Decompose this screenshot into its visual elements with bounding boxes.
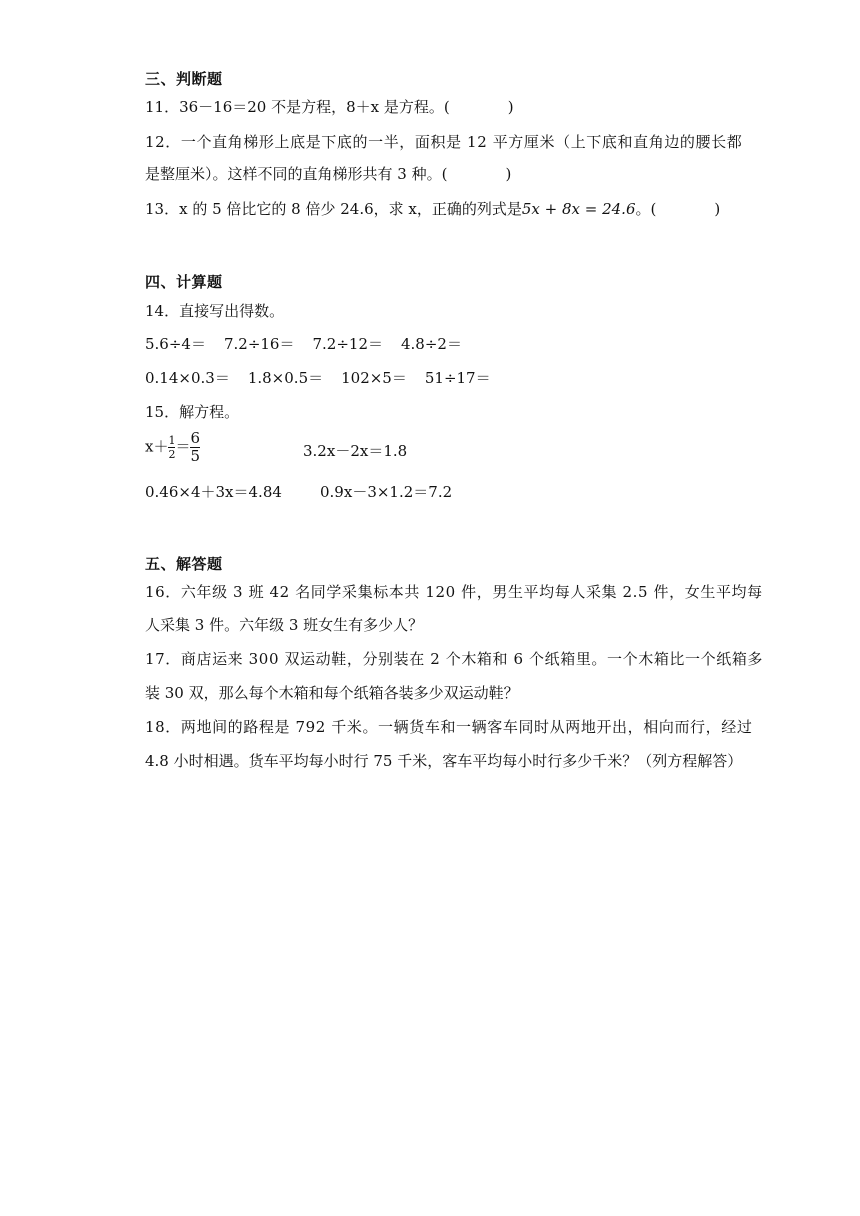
fraction-numerator: 1 <box>168 434 176 447</box>
question-11-text: 11．36－16＝20 不是方程，8＋x 是方程。( <box>145 98 450 116</box>
section-title-calculation: 四、计算题 <box>145 273 223 291</box>
calc-item: 1.8×0.5＝ <box>247 369 324 387</box>
paren-close: ) <box>714 200 721 218</box>
fraction-denominator: 2 <box>168 448 176 461</box>
calc-item: 7.2÷12＝ <box>312 335 383 353</box>
equation-1 <box>145 431 200 464</box>
question-12-text: 是整厘米）。这样不同的直角梯形共有 3 种。( <box>145 165 448 183</box>
calc-row-1 <box>145 333 480 354</box>
equation-2: 3.2x－2x＝1.8 <box>303 442 408 460</box>
paren-close: ) <box>507 98 514 116</box>
calc-row-2 <box>145 367 509 388</box>
fraction-six-fifths <box>190 431 200 464</box>
question-13-text: 13．x 的 5 倍比它的 8 倍少 24.6，求 x，正确的列式是 <box>145 200 522 218</box>
question-13 <box>145 198 720 219</box>
question-18-line2: 4.8 小时相遇。货车平均每小时行 75 千米，客车平均每小时行多少千米？（列方程解答） <box>145 752 743 770</box>
paren-close: ) <box>505 165 512 183</box>
calc-item: 102×5＝ <box>341 369 407 387</box>
question-18-line1: 18．两地间的路程是 792 千米。一辆货车和一辆客车同时从两地开出，相向而行，经过 <box>145 718 753 736</box>
fraction-denominator: 5 <box>190 447 201 465</box>
question-13-after: 。( <box>635 200 657 218</box>
equation-3: 0.46×4＋3x＝4.84 <box>145 483 282 501</box>
calc-item: 5.6÷4＝ <box>145 335 206 353</box>
fraction-numerator: 6 <box>190 429 201 447</box>
question-13-formula: 5x + 8x = 24.6 <box>521 200 636 218</box>
question-12-line2 <box>145 163 511 184</box>
question-14-prompt: 14．直接写出得数。 <box>145 302 285 320</box>
section-title-word-problems: 五、解答题 <box>145 555 223 573</box>
calc-item: 7.2÷16＝ <box>223 335 295 353</box>
equation-4: 0.9x－3×1.2＝7.2 <box>320 483 453 501</box>
calc-item: 4.8÷2＝ <box>401 335 462 353</box>
question-16-line2: 人采集 3 件。六年级 3 班女生有多少人？ <box>145 616 424 634</box>
question-17-line2: 装 30 双，那么每个木箱和每个纸箱各装多少双运动鞋？ <box>145 684 519 702</box>
question-16-line1: 16．六年级 3 班 42 名同学采集标本共 120 件，男生平均每人采集 2.5 件，女生平均每 <box>145 583 763 601</box>
eq1-equals: ＝ <box>175 437 191 456</box>
question-15-prompt: 15．解方程。 <box>145 403 240 421</box>
question-12-line1: 12．一个直角梯形上底是下底的一半，面积是 12 平方厘米（上下底和直角边的腰长都 <box>145 133 743 151</box>
section-title-judgment: 三、判断题 <box>145 70 223 88</box>
calc-item: 51÷17＝ <box>424 369 491 387</box>
eq1-prefix: x＋ <box>145 437 169 456</box>
question-11 <box>145 96 514 117</box>
calc-item: 0.14×0.3＝ <box>145 369 230 387</box>
question-17-line1: 17．商店运来 300 双运动鞋，分别装在 2 个木箱和 6 个纸箱里。一个木箱比一个纸箱多 <box>145 650 764 668</box>
